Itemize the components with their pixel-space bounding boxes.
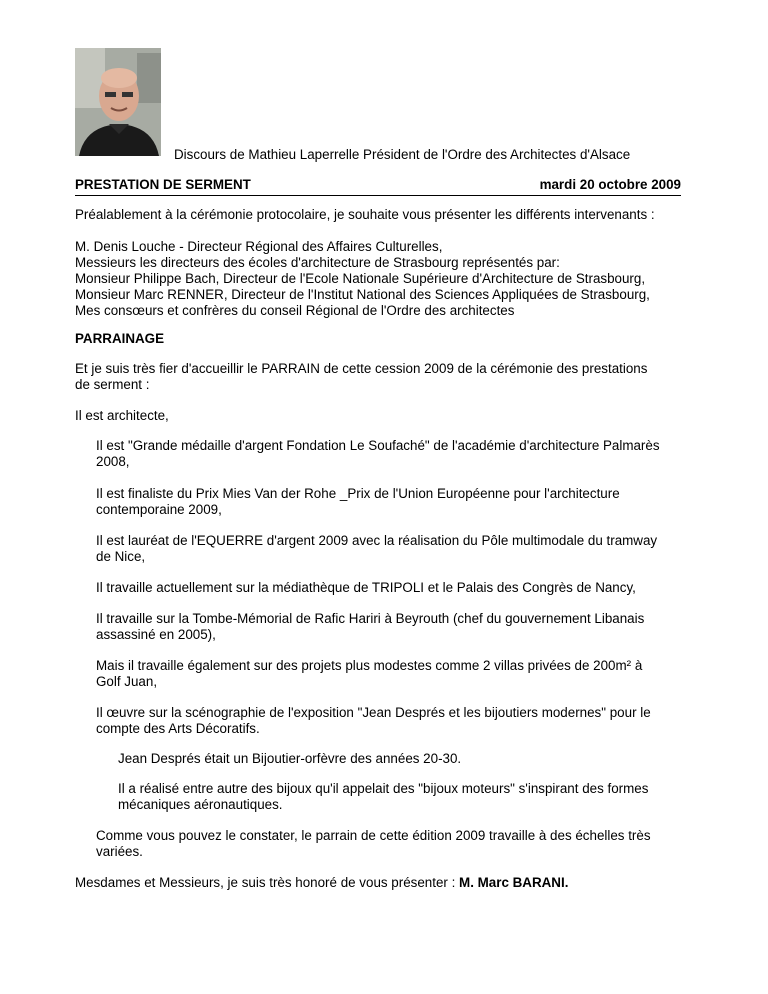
intro-paragraph: Préalablement à la cérémonie protocolaire, je souhaite vous présenter les différents intervenants : — [75, 207, 655, 222]
list-item: Il est finaliste du Prix Mies Van der Rohe _Prix de l'Union Européenne pour l'architecture — [96, 486, 620, 501]
list-item: Mais il travaille également sur des projets plus modestes comme 2 villas privées de 200m² à — [96, 658, 643, 673]
parrain-intro-line: Et je suis très fier d'accueillir le PARRAIN de cette cession 2009 de la cérémonie des prestations — [75, 361, 648, 376]
parrain-intro-line: de serment : — [75, 377, 150, 392]
intervenant-line: Messieurs les directeurs des écoles d'architecture de Strasbourg représentés par: — [75, 255, 560, 270]
list-item: compte des Arts Décoratifs. — [96, 721, 260, 736]
conclusion-line: Comme vous pouvez le constater, le parrain de cette édition 2009 travaille à des échelles très — [96, 828, 651, 843]
sub-list-item: mécaniques aéronautiques. — [118, 797, 283, 812]
list-item: Il est "Grande médaille d'argent Fondation Le Soufaché" de l'académie d'architecture Palmarès — [96, 438, 660, 453]
conclusion-line: variées. — [96, 844, 143, 859]
parrainage-heading: PARRAINAGE — [75, 331, 165, 346]
list-item: 2008, — [96, 454, 130, 469]
list-item: Il travaille actuellement sur la médiathèque de TRIPOLI et le Palais des Congrès de Nancy, — [96, 580, 636, 595]
list-item: Il est lauréat de l'EQUERRE d'argent 2009 avec la réalisation du Pôle multimodale du tramway — [96, 533, 658, 548]
list-item: Il œuvre sur la scénographie de l'exposition "Jean Després et les bijoutiers modernes" pour le — [96, 705, 651, 720]
closing-text: Mesdames et Messieurs, je suis très honoré de vous présenter : — [75, 875, 460, 890]
document-date: mardi 20 octobre 2009 — [539, 177, 681, 192]
portrait-photo — [75, 48, 161, 156]
list-item: Golf Juan, — [96, 674, 158, 689]
list-item: assassiné en 2005), — [96, 627, 216, 642]
intervenant-line: Monsieur Philippe Bach, Directeur de l'Ecole Nationale Supérieure d'Architecture de Strasbourg, — [75, 271, 646, 286]
sub-list-item: Jean Després était un Bijoutier-orfèvre des années 20-30. — [118, 751, 462, 766]
document-title: PRESTATION DE SERMENT — [75, 177, 251, 192]
portrait-icon — [75, 48, 161, 156]
intervenant-line: Monsieur Marc RENNER, Directeur de l'Institut National des Sciences Appliquées de Strasbourg, — [75, 287, 650, 302]
intervenant-line: Mes consœurs et confrères du conseil Régional de l'Ordre des architectes — [75, 303, 515, 318]
speech-caption: Discours de Mathieu Laperrelle Président de l'Ordre des Architectes d'Alsace — [174, 147, 631, 162]
intervenant-line: M. Denis Louche - Directeur Régional des Affaires Culturelles, — [75, 239, 443, 254]
parrain-name: M. Marc BARANI. — [459, 875, 569, 890]
list-item: contemporaine 2009, — [96, 502, 222, 517]
closing-line — [75, 875, 568, 891]
list-item: de Nice, — [96, 549, 146, 564]
sub-list-item: Il a réalisé entre autre des bijoux qu'il appelait des "bijoux moteurs" s'inspirant des formes — [118, 781, 649, 796]
list-item: Il travaille sur la Tombe-Mémorial de Rafic Hariri à Beyrouth (chef du gouvernement Libanais — [96, 611, 645, 626]
document-header — [75, 177, 681, 196]
il-est-architecte: Il est architecte, — [75, 408, 169, 423]
